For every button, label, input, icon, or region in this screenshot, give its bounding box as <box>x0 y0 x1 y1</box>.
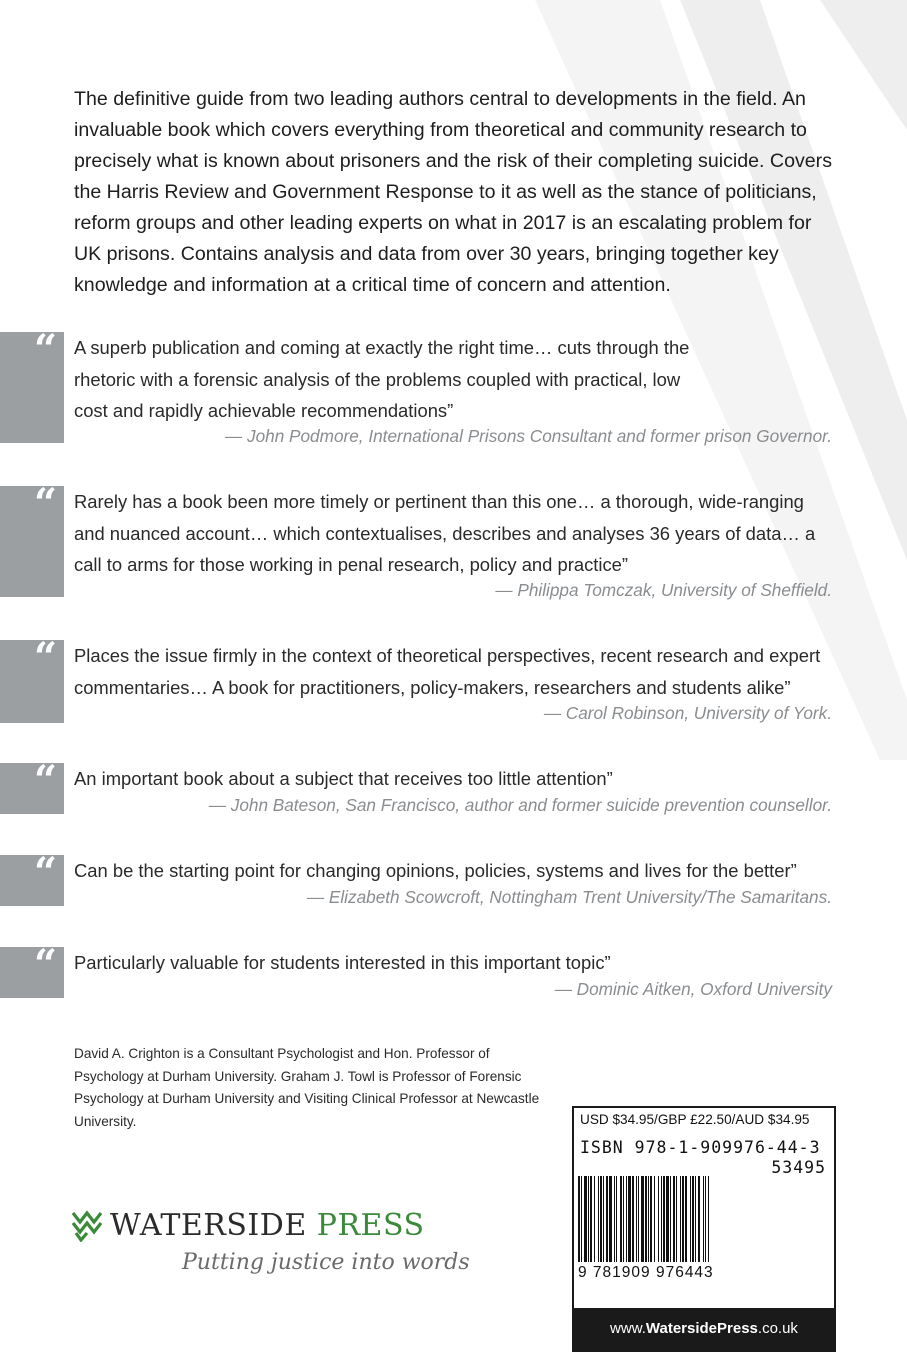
barcode-bar <box>641 1176 644 1262</box>
quote-text: An important book about a subject that receives too little attention” <box>74 768 613 789</box>
quote-attribution: — Carol Robinson, University of York. <box>543 703 832 723</box>
barcode-bar <box>614 1176 615 1262</box>
publisher-name-main: WATERSIDE <box>110 1208 307 1243</box>
quote-text: A superb publication and coming at exactly the right time… cuts through the rhetoric with a forensic analysis of the problems coupled with practical, low cost and rapidly achievable recommendations” <box>74 337 690 421</box>
barcode-bar <box>636 1176 637 1262</box>
barcode-bar <box>685 1176 687 1262</box>
barcode-bar <box>594 1176 595 1262</box>
barcode-bar <box>658 1176 659 1262</box>
quote-text: Particularly valuable for students interested in this important topic” <box>74 952 611 973</box>
quote-mark-icon: “ <box>34 849 58 896</box>
barcode-bar <box>676 1176 677 1262</box>
barcode-bar <box>598 1176 599 1262</box>
barcode-panel <box>572 1106 836 1352</box>
barcode-bar <box>578 1176 580 1262</box>
publisher-name-accent: PRESS <box>316 1208 425 1243</box>
barcode-bar <box>692 1176 694 1262</box>
barcode-bar <box>626 1176 627 1262</box>
publisher-url[interactable] <box>574 1308 834 1350</box>
barcode-bar <box>600 1176 602 1262</box>
quote-attribution: — Philippa Tomczak, University of Sheffield. <box>495 580 832 600</box>
barcode-bar <box>705 1176 706 1262</box>
barcode-bar <box>698 1176 700 1262</box>
barcode-bar <box>708 1176 709 1262</box>
barcode-bar <box>654 1176 655 1262</box>
quote-bar <box>0 849 64 906</box>
intro-blurb: The definitive guide from two leading authors central to developments in the field. An invaluable book which covers everything from theoretical and community research to precisely what is known about prisoners and the risk of their completing suicide. Covers the Harris Review and Government Response to it as well as the stance of politicians, reform groups and other leading experts on what in 2017 is an escalating problem for UK prisons. Contains analysis and data from over 30 years, bringing together key knowledge and information at a critical time of concern and attention. <box>74 88 832 296</box>
quote-text: Rarely has a book been more timely or pertinent than this one… a thorough, wide-ranging and nuanced account… which contextualises, describes and analyses 36 years of data… a call to arms for those working in penal research, policy and practice” <box>74 491 816 575</box>
barcode-bar <box>682 1176 684 1262</box>
quote-mark-icon: “ <box>34 480 58 527</box>
quote-text: Places the issue firmly in the context of theoretical perspectives, recent research and expert commentaries… A book for practitioners, policy-makers, researchers and students alike” <box>74 645 821 698</box>
quote-attribution: — Elizabeth Scowcroft, Nottingham Trent University/The Samaritans. <box>306 887 832 907</box>
author-bio: David A. Crighton is a Consultant Psychologist and Hon. Professor of Psychology at Durham University. Graham J. Towl is Professor of Forensic Psychology at Durham University and Visiting Clinical Professor at Newcastle University. <box>74 1046 540 1129</box>
barcode-bar <box>638 1176 639 1262</box>
barcode-bar <box>603 1176 604 1262</box>
url-prefix: www. <box>610 1320 646 1337</box>
publisher-tagline: Putting justice into words <box>182 1250 470 1275</box>
barcode-bar <box>663 1176 665 1262</box>
quote-attribution: — John Podmore, International Prisons Consultant and former prison Governor. <box>225 426 832 446</box>
quote-bar <box>0 480 64 597</box>
barcode-graphic <box>578 1176 832 1268</box>
quote-attribution: — Dominic Aitken, Oxford University <box>554 979 832 999</box>
barcode-bar <box>590 1176 592 1262</box>
barcode-bar <box>690 1176 691 1262</box>
quote-bar <box>0 326 64 443</box>
barcode-bar <box>650 1176 652 1262</box>
waterside-wave-icon <box>72 1210 102 1242</box>
barcode-bar <box>680 1176 681 1262</box>
barcode-bar <box>628 1176 631 1262</box>
barcode-bar <box>581 1176 582 1262</box>
quote-bar <box>0 757 64 814</box>
barcode-bar <box>616 1176 617 1262</box>
price-label: USD $34.95/GBP £22.50/AUD $34.95 <box>580 1112 810 1127</box>
barcode-bar <box>666 1176 669 1262</box>
barcode-bar <box>623 1176 624 1262</box>
barcode-bar <box>588 1176 589 1262</box>
barcode-bar <box>606 1176 608 1262</box>
barcode-bar <box>645 1176 647 1262</box>
quote-mark-icon: “ <box>34 941 58 988</box>
barcode-bar <box>673 1176 675 1262</box>
barcode-bar <box>695 1176 696 1262</box>
barcode-bar <box>584 1176 587 1262</box>
barcode-bar <box>661 1176 662 1262</box>
quote-attribution: — John Bateson, San Francisco, author and former suicide prevention counsellor. <box>208 795 832 815</box>
barcode-bar <box>632 1176 634 1262</box>
quote-bar <box>0 634 64 723</box>
publisher-logo <box>72 1208 470 1275</box>
quote-mark-icon: “ <box>34 757 58 804</box>
barcode-bar <box>620 1176 622 1262</box>
isbn-label: ISBN 978-1-909976-44-3 <box>580 1138 821 1157</box>
barcode-bar <box>648 1176 649 1262</box>
quote-bar <box>0 941 64 998</box>
url-suffix: .co.uk <box>757 1320 798 1337</box>
price-addon-code: 53495 <box>771 1158 826 1177</box>
url-domain: WatersidePress <box>645 1320 758 1337</box>
quote-mark-icon: “ <box>34 634 58 681</box>
publisher-name <box>110 1208 425 1243</box>
ean-digits: 9 781909 976443 <box>578 1264 714 1281</box>
barcode-bar <box>670 1176 671 1262</box>
quote-mark-icon: “ <box>34 326 58 373</box>
barcode-bar <box>703 1176 704 1262</box>
quote-text: Can be the starting point for changing opinions, policies, systems and lives for the better” <box>74 860 797 881</box>
barcode-bar <box>609 1176 612 1262</box>
